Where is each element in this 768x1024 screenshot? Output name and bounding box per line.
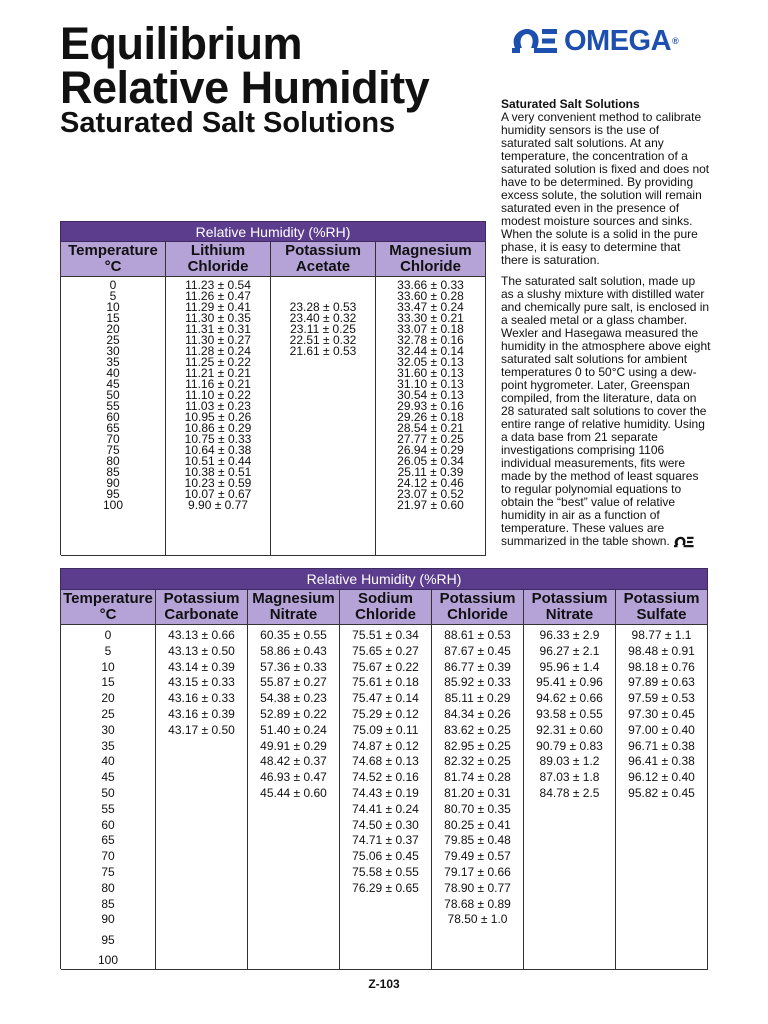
table-cell: 40 xyxy=(101,754,115,769)
table-cell: 50 xyxy=(101,785,115,800)
table-cell: 95.41 ± 0.96 xyxy=(536,675,603,690)
sidebar-text xyxy=(501,98,711,556)
table-cell: 20 xyxy=(101,691,115,706)
table-cell: 52.89 ± 0.22 xyxy=(260,706,327,721)
table-cell: 85 xyxy=(106,465,120,479)
table-cell: 97.30 ± 0.45 xyxy=(628,706,695,721)
table-cell: 45 xyxy=(101,770,115,785)
table-cell: 33.66 ± 0.33 xyxy=(397,278,464,292)
table-cell: 97.59 ± 0.53 xyxy=(628,691,695,706)
table-cell: 78.68 ± 0.89 xyxy=(444,896,511,911)
table-cell: 20 xyxy=(106,322,120,336)
table-cell: 96.12 ± 0.40 xyxy=(628,770,695,785)
table-cell: 96.41 ± 0.38 xyxy=(628,754,695,769)
table-cell: 0 xyxy=(104,628,112,642)
table-cell: 75.29 ± 0.12 xyxy=(352,706,419,721)
humidity-table-2 xyxy=(60,568,708,970)
table-cell: 27.77 ± 0.25 xyxy=(397,432,464,446)
table-cell: 89.03 ± 1.2 xyxy=(539,754,600,769)
table-cell: 95.96 ± 1.4 xyxy=(539,659,600,674)
table-cell: 75.58 ± 0.55 xyxy=(352,864,419,879)
table-cell: 25.11 ± 0.39 xyxy=(397,465,464,479)
table-cell: 75.65 ± 0.27 xyxy=(352,643,419,658)
table-cell: 90 xyxy=(106,476,120,490)
table-cell: 80 xyxy=(101,880,115,895)
table-cell: 33.07 ± 0.18 xyxy=(397,322,464,336)
table-cell: 15 xyxy=(106,311,120,325)
table2-sodium-chloride-column xyxy=(340,625,432,969)
table-cell: 10.38 ± 0.51 xyxy=(184,465,252,479)
table-cell: 98.48 ± 0.91 xyxy=(628,643,695,658)
brand-name: OMEGA xyxy=(564,24,672,57)
table-cell: 98.18 ± 0.76 xyxy=(628,659,695,674)
table-cell: 11.30 ± 0.27 xyxy=(185,333,251,347)
table2-header-potassium-chloride: Potassium Chloride xyxy=(432,590,524,625)
table-cell: 11.16 ± 0.21 xyxy=(185,377,251,391)
table-cell: 28.54 ± 0.21 xyxy=(397,421,464,435)
table-cell: 49.91 ± 0.29 xyxy=(260,738,327,753)
table-cell: 11.23 ± 0.54 xyxy=(185,278,251,292)
table2-header-sodium-chloride: Sodium Chloride xyxy=(340,590,432,625)
table-cell: 87.67 ± 0.45 xyxy=(444,643,511,658)
table-cell: 10.64 ± 0.38 xyxy=(184,443,252,457)
table-cell: 65 xyxy=(101,833,115,848)
table-cell: 10 xyxy=(106,300,120,314)
table-cell: 33.30 ± 0.21 xyxy=(397,311,464,325)
table-cell: 11.30 ± 0.35 xyxy=(185,311,251,325)
table-cell: 93.58 ± 0.55 xyxy=(536,706,603,721)
table-cell: 57.36 ± 0.33 xyxy=(260,659,327,674)
table-cell: 78.50 ± 1.0 xyxy=(447,912,508,927)
table1-temperature-column xyxy=(61,277,166,556)
table-cell: 88.61 ± 0.53 xyxy=(444,628,511,642)
table1-magnesium-chloride-column xyxy=(376,277,486,556)
table-cell: 50 xyxy=(106,388,120,402)
table-cell: 95 xyxy=(101,933,115,948)
table2-temperature-column xyxy=(61,625,156,969)
table-cell: 10.07 ± 0.67 xyxy=(184,487,252,501)
table-cell: 29.93 ± 0.16 xyxy=(397,399,464,413)
table-cell: 80 xyxy=(106,454,120,468)
page-subtitle: Saturated Salt Solutions xyxy=(60,107,396,139)
table-cell: 81.20 ± 0.31 xyxy=(444,785,511,800)
table-cell: 10.86 ± 0.29 xyxy=(184,421,252,435)
table-cell: 11.29 ± 0.41 xyxy=(185,300,251,314)
table-cell: 82.32 ± 0.25 xyxy=(444,754,511,769)
table-cell: 70 xyxy=(106,432,120,446)
table-cell: 43.13 ± 0.66 xyxy=(168,628,235,642)
table-cell: 55 xyxy=(106,399,120,413)
table2-header-magnesium-nitrate: Magnesium Nitrate xyxy=(248,590,340,625)
table-cell: 96.27 ± 2.1 xyxy=(539,643,600,658)
sidebar-paragraph-2-text: The saturated salt solution, made up as a slushy mixture with distilled water and chemically pure salt, is enclosed in a sealed metal or a glass chamber. Wexler and Hasegawa measured the humidity in the atmosphere above eight saturated salt solutions for ambient temperatures 0 to 50°C using a dew-point hygrometer. Later, Greenspan compiled, from the literature, data on 28 saturated salt solutions to cover the entire range of relative humidity. Using a data base from 21 separate investigations comprising 1106 individual measurements, fits were made by the method of least squares to regular polynomial equations to obtain the “best” value of relative humidity in air as a function of temperature. These values are summarized in the table shown. xyxy=(501,274,711,548)
table-cell: 79.17 ± 0.66 xyxy=(444,864,511,879)
table-cell: 55.87 ± 0.27 xyxy=(260,675,327,690)
table-cell: 83.62 ± 0.25 xyxy=(444,722,511,737)
table-cell: 74.50 ± 0.30 xyxy=(352,817,419,832)
table2-potassium-chloride-column xyxy=(432,625,524,969)
sidebar-heading: Saturated Salt Solutions xyxy=(501,97,640,111)
table-cell: 74.68 ± 0.13 xyxy=(352,754,419,769)
table-cell: 32.05 ± 0.13 xyxy=(397,355,464,369)
sidebar-paragraph-2 xyxy=(501,275,711,548)
table-cell: 74.41 ± 0.24 xyxy=(352,801,419,816)
table-cell: 85 xyxy=(101,896,115,911)
table-cell: 43.16 ± 0.39 xyxy=(168,706,235,721)
table1-lithium-chloride-column xyxy=(166,277,271,556)
table-cell: 29.26 ± 0.18 xyxy=(397,410,464,424)
table-cell: 33.60 ± 0.28 xyxy=(397,289,464,303)
table-cell: 23.28 ± 0.53 xyxy=(289,300,357,314)
table2-magnesium-nitrate-column xyxy=(248,625,340,969)
table-cell: 25 xyxy=(106,333,120,347)
table-cell: 31.60 ± 0.13 xyxy=(397,366,464,380)
table-cell: 31.10 ± 0.13 xyxy=(397,377,464,391)
table-cell: 75.67 ± 0.22 xyxy=(352,659,419,674)
table-cell: 54.38 ± 0.23 xyxy=(260,691,327,706)
table-cell: 75 xyxy=(101,864,115,879)
sidebar-paragraph-1: A very convenient method to calibrate humidity sensors is the use of saturated salt solutions. At any temperature, the concentration of a saturated solution is fixed and does not have to be determined. By providing excess solute, the solution will remain saturated even in the presence of modest moisture sources and sinks. When the solute is a solid in the pure phase, it is easy to determine that there is saturation. xyxy=(501,110,710,267)
table-cell: 96.71 ± 0.38 xyxy=(628,738,695,753)
table-cell: 10.23 ± 0.59 xyxy=(184,476,252,490)
table-cell: 96.33 ± 2.9 xyxy=(539,628,600,642)
table-cell: 84.78 ± 2.5 xyxy=(539,785,600,800)
table-cell: 76.29 ± 0.65 xyxy=(352,880,419,895)
table-cell: 84.34 ± 0.26 xyxy=(444,706,511,721)
table-cell: 35 xyxy=(101,738,115,753)
table-cell: 30 xyxy=(106,344,120,358)
table-cell: 79.49 ± 0.57 xyxy=(444,849,511,864)
table-cell: 11.10 ± 0.22 xyxy=(185,388,251,402)
omega-mark-icon xyxy=(674,536,694,548)
table-cell: 95 xyxy=(106,487,120,501)
table-cell: 74.52 ± 0.16 xyxy=(352,770,419,785)
table-cell: 85.11 ± 0.29 xyxy=(444,691,511,706)
table-cell: 26.05 ± 0.34 xyxy=(397,454,464,468)
table1-header-lithium-chloride: Lithium Chloride xyxy=(166,242,271,277)
table-cell: 100 xyxy=(97,952,119,967)
table-cell: 24.12 ± 0.46 xyxy=(397,476,464,490)
title-line-2: Relative Humidity xyxy=(60,62,430,113)
table-cell: 26.94 ± 0.29 xyxy=(397,443,464,457)
table-cell: 74.71 ± 0.37 xyxy=(352,833,419,848)
table-cell: 43.14 ± 0.39 xyxy=(168,659,235,674)
humidity-table-1 xyxy=(60,221,486,556)
table1-header-magnesium-chloride: Magnesium Chloride xyxy=(376,242,486,277)
table1-potassium-acetate-column xyxy=(271,277,376,556)
table-cell: 5 xyxy=(104,643,112,658)
table-cell: 81.74 ± 0.28 xyxy=(444,770,511,785)
table-cell: 11.21 ± 0.21 xyxy=(185,366,251,380)
table2-potassium-nitrate-column xyxy=(524,625,616,969)
table-cell: 45.44 ± 0.60 xyxy=(260,785,327,800)
table-cell: 75.47 ± 0.14 xyxy=(352,691,419,706)
table-cell: 79.85 ± 0.48 xyxy=(444,833,511,848)
table-cell: 35 xyxy=(106,355,120,369)
table-cell: 98.77 ± 1.1 xyxy=(631,628,692,642)
table-cell: 40 xyxy=(106,366,120,380)
table-cell: 75 xyxy=(106,443,120,457)
table-cell: 11.03 ± 0.23 xyxy=(185,399,251,413)
table-cell: 43.15 ± 0.33 xyxy=(168,675,235,690)
table-cell: 48.42 ± 0.37 xyxy=(260,754,327,769)
table-cell: 51.40 ± 0.24 xyxy=(260,722,327,737)
table-cell: 32.78 ± 0.16 xyxy=(397,333,464,347)
table-cell: 94.62 ± 0.66 xyxy=(536,691,603,706)
table2-header-potassium-carbonate: Potassium Carbonate xyxy=(156,590,248,625)
omega-logo xyxy=(512,26,678,56)
table-cell: 82.95 ± 0.25 xyxy=(444,738,511,753)
table2-potassium-sulfate-column xyxy=(616,625,708,969)
table-cell: 75.61 ± 0.18 xyxy=(352,675,419,690)
table-cell: 80.70 ± 0.35 xyxy=(444,801,511,816)
table-cell: 92.31 ± 0.60 xyxy=(536,722,603,737)
table-cell: 87.03 ± 1.8 xyxy=(539,770,600,785)
omega-logo-icon xyxy=(512,28,558,54)
table-cell: 80.25 ± 0.41 xyxy=(444,817,511,832)
table-cell: 45 xyxy=(106,377,120,391)
table-cell: 23.07 ± 0.52 xyxy=(397,487,464,501)
table-cell: 10 xyxy=(101,659,115,674)
table-cell: 46.93 ± 0.47 xyxy=(260,770,327,785)
table-cell: 86.77 ± 0.39 xyxy=(444,659,511,674)
table-cell: 21.61 ± 0.53 xyxy=(289,344,357,358)
page-number: Z-103 xyxy=(368,977,400,991)
table-cell: 65 xyxy=(106,421,120,435)
table-cell: 75.09 ± 0.11 xyxy=(352,722,419,737)
table-cell: 11.31 ± 0.31 xyxy=(185,322,251,336)
table1-band: Relative Humidity (%RH) xyxy=(61,222,486,242)
table-cell: 15 xyxy=(101,675,115,690)
table2-header-potassium-sulfate: Potassium Sulfate xyxy=(616,590,708,625)
table-cell: 75.51 ± 0.34 xyxy=(352,628,419,642)
table-cell: 97.00 ± 0.40 xyxy=(628,722,695,737)
table-cell: 22.51 ± 0.32 xyxy=(289,333,357,347)
table-cell: 10.95 ± 0.26 xyxy=(184,410,252,424)
table-cell: 30.54 ± 0.13 xyxy=(397,388,464,402)
table-cell: 43.13 ± 0.50 xyxy=(168,643,235,658)
table-cell: 23.11 ± 0.25 xyxy=(290,322,356,336)
title-line-1: Equilibrium xyxy=(60,18,302,69)
table-cell: 75.06 ± 0.45 xyxy=(352,849,419,864)
table-cell: 43.16 ± 0.33 xyxy=(168,691,235,706)
table-cell: 78.90 ± 0.77 xyxy=(444,880,511,895)
table1-header-potassium-acetate: Potassium Acetate xyxy=(271,242,376,277)
table-cell: 5 xyxy=(109,289,117,303)
page-title xyxy=(60,18,430,113)
table-cell: 90 xyxy=(101,912,115,927)
table-cell: 60.35 ± 0.55 xyxy=(260,628,327,642)
table-cell: 43.17 ± 0.50 xyxy=(168,722,235,737)
table-cell: 23.40 ± 0.32 xyxy=(289,311,357,325)
table-cell: 21.97 ± 0.60 xyxy=(397,498,464,512)
table-cell: 60 xyxy=(101,817,115,832)
registered-icon: ® xyxy=(672,36,679,46)
table2-header-potassium-nitrate: Potassium Nitrate xyxy=(524,590,616,625)
table-cell: 90.79 ± 0.83 xyxy=(536,738,603,753)
table-cell: 55 xyxy=(101,801,115,816)
table-cell: 0 xyxy=(109,278,117,292)
table-cell: 70 xyxy=(101,849,115,864)
table-cell: 85.92 ± 0.33 xyxy=(444,675,511,690)
table-cell: 95.82 ± 0.45 xyxy=(628,785,695,800)
table-cell: 10.51 ± 0.44 xyxy=(184,454,252,468)
table-cell: 32.44 ± 0.14 xyxy=(397,344,464,358)
table1-header-temperature: Temperature °C xyxy=(61,242,166,277)
table2-potassium-carbonate-column xyxy=(156,625,248,969)
table-cell: 25 xyxy=(101,706,115,721)
table-cell: 74.87 ± 0.12 xyxy=(352,738,419,753)
table-cell: 58.86 ± 0.43 xyxy=(260,643,327,658)
table2-band: Relative Humidity (%RH) xyxy=(61,569,708,590)
table-cell: 11.28 ± 0.24 xyxy=(185,344,251,358)
table-cell: 11.25 ± 0.22 xyxy=(185,355,251,369)
table-cell: 11.26 ± 0.47 xyxy=(185,289,251,303)
table2-header-temperature: Temperature °C xyxy=(61,590,156,625)
table-cell: 9.90 ± 0.77 xyxy=(188,498,248,512)
table-cell: 10.75 ± 0.33 xyxy=(184,432,252,446)
table-cell: 100 xyxy=(102,498,124,512)
table-cell: 74.43 ± 0.19 xyxy=(352,785,419,800)
table-cell: 33.47 ± 0.24 xyxy=(397,300,464,314)
table-cell: 60 xyxy=(106,410,120,424)
table-cell: 97.89 ± 0.63 xyxy=(628,675,695,690)
table-cell: 30 xyxy=(101,722,115,737)
